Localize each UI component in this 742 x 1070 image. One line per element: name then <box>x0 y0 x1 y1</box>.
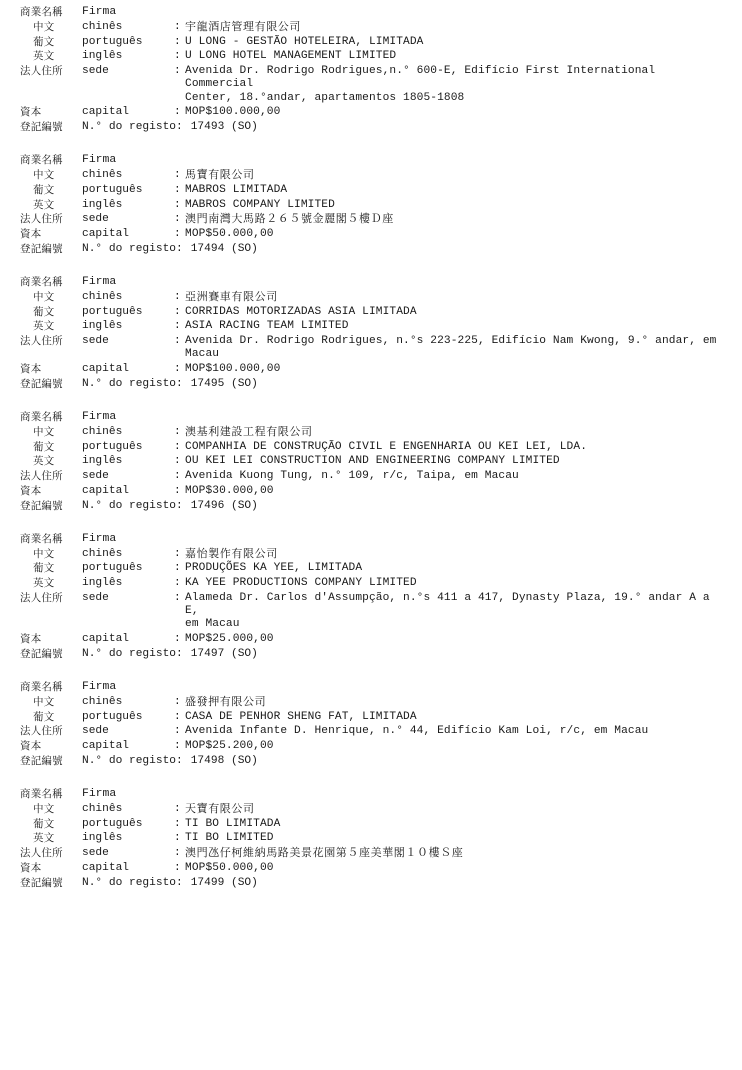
colon-separator: : <box>174 65 181 78</box>
registration-label-pt: N.° do registo: <box>82 876 183 889</box>
registration-label-pt: N.° do registo: <box>82 242 183 255</box>
name-portuguese-label-cn: 葡文 <box>33 183 55 196</box>
registration-number-row <box>20 243 728 256</box>
registered-address <box>20 213 728 226</box>
firma-header-label-cn: 商業名稱 <box>20 410 63 423</box>
name-portuguese-label-pt: português <box>82 305 143 318</box>
firma-header <box>20 276 728 289</box>
colon-separator: : <box>174 305 181 318</box>
firma-header-label-pt: Firma <box>82 154 117 167</box>
registration-label-pt: N.° do registo: <box>82 499 183 512</box>
name-portuguese-label-pt: português <box>82 183 143 196</box>
colon-separator: : <box>174 710 181 723</box>
colon-separator: : <box>174 20 181 33</box>
firma-header-label-cn: 商業名稱 <box>20 6 63 18</box>
colon-separator: : <box>174 547 181 560</box>
registration-label-cn: 登記編號 <box>20 377 63 390</box>
registered-address <box>20 725 728 738</box>
capital-label-cn: 資本 <box>20 861 42 874</box>
registration-number-value: 17496 (SO) <box>190 499 258 512</box>
colon-separator: : <box>174 35 181 48</box>
registry-entry <box>20 6 728 134</box>
registered-address-value: 澳門氹仔柯維納馬路美景花園第５座美華閣１０樓Ｓ座 <box>185 846 464 860</box>
registered-address-label-pt: sede <box>82 470 109 483</box>
registry-entry <box>20 276 728 391</box>
registered-address-label-cn: 法人住所 <box>20 725 63 738</box>
registered-address-label-pt: sede <box>82 213 109 226</box>
name-chinese <box>20 426 728 439</box>
capital-value: MOP$50.000,00 <box>185 861 274 874</box>
name-portuguese-label-pt: português <box>82 440 143 453</box>
capital-label-cn: 資本 <box>20 106 42 119</box>
name-english-label-pt: inglês <box>82 832 123 845</box>
colon-separator: : <box>174 455 181 468</box>
firma-header-label-pt: Firma <box>82 680 117 693</box>
capital <box>20 485 728 498</box>
registration-label-pt: N.° do registo: <box>82 754 183 767</box>
registered-address-value: Avenida Kuong Tung, n.° 109, r/c, Taipa, em Macau <box>185 470 519 483</box>
registration-number-value: 17494 (SO) <box>190 242 258 255</box>
registered-address-label-cn: 法人住所 <box>20 591 63 604</box>
firma-header-label-cn: 商業名稱 <box>20 275 63 288</box>
name-portuguese <box>20 711 728 724</box>
name-english <box>20 320 728 333</box>
firma-header <box>20 681 728 694</box>
colon-separator: : <box>174 740 181 753</box>
registered-address-value: 澳門南灣大馬路２６５號金麗閣５樓Ｄ座 <box>185 212 394 226</box>
name-chinese-value: 嘉怡製作有限公司 <box>185 546 278 560</box>
entry-separator <box>20 404 728 411</box>
colon-separator: : <box>174 335 181 348</box>
name-chinese <box>20 696 728 709</box>
capital-label-pt: capital <box>82 363 129 376</box>
name-portuguese-label-cn: 葡文 <box>33 562 55 575</box>
name-portuguese-value: COMPANHIA DE CONSTRUÇÃO CIVIL E ENGENHARIA OU KEI LEI, LDA. <box>185 440 588 453</box>
registry-entry <box>20 411 728 513</box>
registered-address-label-pt: sede <box>82 725 109 738</box>
name-portuguese <box>20 562 728 575</box>
registration-number-value: 17498 (SO) <box>190 754 258 767</box>
registered-address <box>20 847 728 860</box>
name-english-label-cn: 英文 <box>33 832 55 845</box>
name-english-label-cn: 英文 <box>33 455 55 468</box>
name-english-value: U LONG HOTEL MANAGEMENT LIMITED <box>185 50 397 63</box>
firma-header-label-cn: 商業名稱 <box>20 680 63 693</box>
registered-address <box>20 335 728 361</box>
capital-label-pt: capital <box>82 106 129 119</box>
name-english-value: KA YEE PRODUCTIONS COMPANY LIMITED <box>185 577 417 590</box>
name-chinese-label-cn: 中文 <box>33 802 55 815</box>
name-chinese-label-cn: 中文 <box>33 20 55 33</box>
colon-separator: : <box>174 440 181 453</box>
name-english-label-pt: inglês <box>82 320 123 333</box>
registration-number-value: 17493 (SO) <box>190 120 258 133</box>
firma-header <box>20 6 728 19</box>
registration-number-row <box>20 378 728 391</box>
registration-label-cn: 登記編號 <box>20 876 63 889</box>
name-portuguese-label-cn: 葡文 <box>33 35 55 48</box>
colon-separator: : <box>174 591 181 604</box>
entry-separator <box>20 526 728 533</box>
registration-label-cn: 登記編號 <box>20 754 63 767</box>
name-chinese <box>20 169 728 182</box>
name-english-label-pt: inglês <box>82 198 123 211</box>
colon-separator: : <box>174 802 181 815</box>
name-chinese-label-cn: 中文 <box>33 425 55 438</box>
registry-entry <box>20 154 728 256</box>
firma-header-label-cn: 商業名稱 <box>20 154 63 167</box>
name-english <box>20 832 728 845</box>
name-english-value: ASIA RACING TEAM LIMITED <box>185 320 349 333</box>
colon-separator: : <box>174 425 181 438</box>
colon-separator: : <box>174 484 181 497</box>
capital-label-cn: 資本 <box>20 740 42 753</box>
firma-header-label-pt: Firma <box>82 275 117 288</box>
name-chinese-value: 馬寶有限公司 <box>185 168 255 182</box>
name-english <box>20 577 728 590</box>
registration-number-row <box>20 500 728 513</box>
registration-number-value: 17499 (SO) <box>190 876 258 889</box>
capital-label-pt: capital <box>82 484 129 497</box>
name-portuguese-value: CORRIDAS MOTORIZADAS ASIA LIMITADA <box>185 305 417 318</box>
capital-value: MOP$25.200,00 <box>185 740 274 753</box>
registered-address-label-cn: 法人住所 <box>20 65 63 78</box>
name-chinese-label-pt: chinês <box>82 290 123 303</box>
registered-address-value: Avenida Dr. Rodrigo Rodrigues, n.°s 223-225, Edifício Nam Kwong, 9.° andar, em Macau <box>185 335 728 361</box>
registration-label-cn: 登記編號 <box>20 499 63 512</box>
capital-label-cn: 資本 <box>20 632 42 645</box>
capital-label-pt: capital <box>82 861 129 874</box>
registered-address-label-cn: 法人住所 <box>20 470 63 483</box>
colon-separator: : <box>174 562 181 575</box>
capital <box>20 633 728 646</box>
firma-header <box>20 533 728 546</box>
colon-separator: : <box>174 228 181 241</box>
registration-number-row <box>20 877 728 890</box>
name-chinese <box>20 21 728 34</box>
registration-number-value: 17497 (SO) <box>190 647 258 660</box>
capital-label-cn: 資本 <box>20 228 42 241</box>
colon-separator: : <box>174 183 181 196</box>
name-english-value: OU KEI LEI CONSTRUCTION AND ENGINEERING COMPANY LIMITED <box>185 455 560 468</box>
registration-label-pt: N.° do registo: <box>82 377 183 390</box>
registered-address-label-pt: sede <box>82 591 109 604</box>
name-portuguese-label-pt: português <box>82 710 143 723</box>
registration-number-row <box>20 648 728 661</box>
registration-label-cn: 登記編號 <box>20 120 63 133</box>
name-chinese-value: 亞洲賽車有限公司 <box>185 289 278 303</box>
capital-value: MOP$25.000,00 <box>185 632 274 645</box>
company-registry-list <box>20 6 728 910</box>
registered-address-label-pt: sede <box>82 65 109 78</box>
colon-separator: : <box>174 861 181 874</box>
firma-header-label-pt: Firma <box>82 410 117 423</box>
name-portuguese-label-pt: português <box>82 35 143 48</box>
name-portuguese <box>20 818 728 831</box>
name-portuguese-value: CASA DE PENHOR SHENG FAT, LIMITADA <box>185 710 417 723</box>
capital-label-pt: capital <box>82 228 129 241</box>
name-chinese-label-cn: 中文 <box>33 169 55 182</box>
registration-number-row <box>20 121 728 134</box>
name-chinese-label-pt: chinês <box>82 20 123 33</box>
registered-address-value: Alameda Dr. Carlos d'Assumpção, n.°s 411 a 417, Dynasty Plaza, 19.° andar A a E, em Macau <box>185 592 728 632</box>
colon-separator: : <box>174 470 181 483</box>
entry-separator <box>20 269 728 276</box>
capital <box>20 862 728 875</box>
colon-separator: : <box>174 320 181 333</box>
firma-header <box>20 154 728 167</box>
colon-separator: : <box>174 632 181 645</box>
name-english-label-pt: inglês <box>82 455 123 468</box>
name-chinese-value: 澳基利建設工程有限公司 <box>185 424 313 438</box>
capital-value: MOP$30.000,00 <box>185 484 274 497</box>
capital <box>20 363 728 376</box>
entry-separator <box>20 674 728 681</box>
name-portuguese-label-cn: 葡文 <box>33 440 55 453</box>
name-portuguese <box>20 36 728 49</box>
registration-label-cn: 登記編號 <box>20 647 63 660</box>
capital <box>20 228 728 241</box>
name-portuguese-label-pt: português <box>82 562 143 575</box>
name-portuguese <box>20 184 728 197</box>
name-portuguese-label-pt: português <box>82 817 143 830</box>
registered-address-label-cn: 法人住所 <box>20 847 63 860</box>
capital-label-pt: capital <box>82 632 129 645</box>
name-chinese-label-cn: 中文 <box>33 290 55 303</box>
name-chinese-value: 宇龍酒店管理有限公司 <box>185 19 301 33</box>
colon-separator: : <box>174 847 181 860</box>
registration-label-pt: N.° do registo: <box>82 120 183 133</box>
name-english-label-cn: 英文 <box>33 320 55 333</box>
registry-entry <box>20 533 728 661</box>
name-chinese-value: 天寶有限公司 <box>185 801 255 815</box>
name-english-label-pt: inglês <box>82 50 123 63</box>
registered-address-label-cn: 法人住所 <box>20 213 63 226</box>
firma-header <box>20 788 728 801</box>
registered-address <box>20 592 728 632</box>
name-chinese-label-pt: chinês <box>82 802 123 815</box>
capital-value: MOP$100.000,00 <box>185 363 281 376</box>
colon-separator: : <box>174 169 181 182</box>
name-english-label-cn: 英文 <box>33 198 55 211</box>
firma-header-label-pt: Firma <box>82 532 117 545</box>
capital-label-pt: capital <box>82 740 129 753</box>
name-english-value: MABROS COMPANY LIMITED <box>185 198 335 211</box>
registered-address-value-continued: Center, 18.°andar, apartamentos 1805-1808 <box>185 91 465 104</box>
name-chinese-label-pt: chinês <box>82 547 123 560</box>
colon-separator: : <box>174 817 181 830</box>
capital-value: MOP$50.000,00 <box>185 228 274 241</box>
colon-separator: : <box>174 363 181 376</box>
name-chinese <box>20 548 728 561</box>
name-chinese-label-pt: chinês <box>82 695 123 708</box>
name-portuguese <box>20 306 728 319</box>
name-portuguese-label-cn: 葡文 <box>33 817 55 830</box>
name-chinese-value: 盛發押有限公司 <box>185 694 267 708</box>
entry-separator <box>20 781 728 788</box>
name-english-value: TI BO LIMITED <box>185 832 274 845</box>
registration-label-pt: N.° do registo: <box>82 647 183 660</box>
capital-label-cn: 資本 <box>20 363 42 376</box>
registry-entry <box>20 788 728 890</box>
name-portuguese-label-cn: 葡文 <box>33 305 55 318</box>
colon-separator: : <box>174 725 181 738</box>
registration-number-row <box>20 755 728 768</box>
colon-separator: : <box>174 213 181 226</box>
registry-entry <box>20 681 728 768</box>
name-chinese <box>20 803 728 816</box>
name-english-label-cn: 英文 <box>33 577 55 590</box>
entry-separator <box>20 903 728 910</box>
colon-separator: : <box>174 50 181 63</box>
name-english-label-pt: inglês <box>82 577 123 590</box>
colon-separator: : <box>174 290 181 303</box>
capital <box>20 106 728 119</box>
name-portuguese-value: MABROS LIMITADA <box>185 183 288 196</box>
name-english <box>20 455 728 468</box>
name-english-label-cn: 英文 <box>33 50 55 63</box>
name-english <box>20 50 728 63</box>
colon-separator: : <box>174 106 181 119</box>
firma-header-label-pt: Firma <box>82 787 117 800</box>
firma-header-label-cn: 商業名稱 <box>20 532 63 545</box>
name-chinese-label-cn: 中文 <box>33 547 55 560</box>
registered-address-value-continued: Macau <box>185 348 220 361</box>
firma-header-label-pt: Firma <box>82 6 117 18</box>
name-chinese <box>20 291 728 304</box>
name-portuguese <box>20 441 728 454</box>
registered-address-value: Avenida Dr. Rodrigo Rodrigues,n.° 600-E, Edifício First International Commercial Center, 18.°andar, apartamentos 1805-1808 <box>185 65 728 105</box>
registration-label-cn: 登記編號 <box>20 242 63 255</box>
capital-label-cn: 資本 <box>20 484 42 497</box>
name-chinese-label-pt: chinês <box>82 169 123 182</box>
colon-separator: : <box>174 695 181 708</box>
name-english <box>20 199 728 212</box>
registered-address-label-pt: sede <box>82 335 109 348</box>
name-portuguese-label-cn: 葡文 <box>33 710 55 723</box>
colon-separator: : <box>174 577 181 590</box>
firma-header <box>20 411 728 424</box>
capital <box>20 740 728 753</box>
registered-address-label-cn: 法人住所 <box>20 335 63 348</box>
name-portuguese-value: PRODUÇÕES KA YEE, LIMITADA <box>185 562 363 575</box>
name-chinese-label-pt: chinês <box>82 425 123 438</box>
capital-value: MOP$100.000,00 <box>185 106 281 119</box>
registered-address-value-continued: em Macau <box>185 618 240 631</box>
colon-separator: : <box>174 198 181 211</box>
entry-separator <box>20 147 728 154</box>
registered-address <box>20 65 728 105</box>
registered-address-value: Avenida Infante D. Henrique, n.° 44, Edifício Kam Loi, r/c, em Macau <box>185 725 649 738</box>
name-portuguese-value: U LONG - GESTÃO HOTELEIRA, LIMITADA <box>185 35 424 48</box>
name-portuguese-value: TI BO LIMITADA <box>185 817 281 830</box>
name-chinese-label-cn: 中文 <box>33 695 55 708</box>
registered-address-label-pt: sede <box>82 847 109 860</box>
registered-address <box>20 470 728 483</box>
firma-header-label-cn: 商業名稱 <box>20 787 63 800</box>
registration-number-value: 17495 (SO) <box>190 377 258 390</box>
colon-separator: : <box>174 832 181 845</box>
